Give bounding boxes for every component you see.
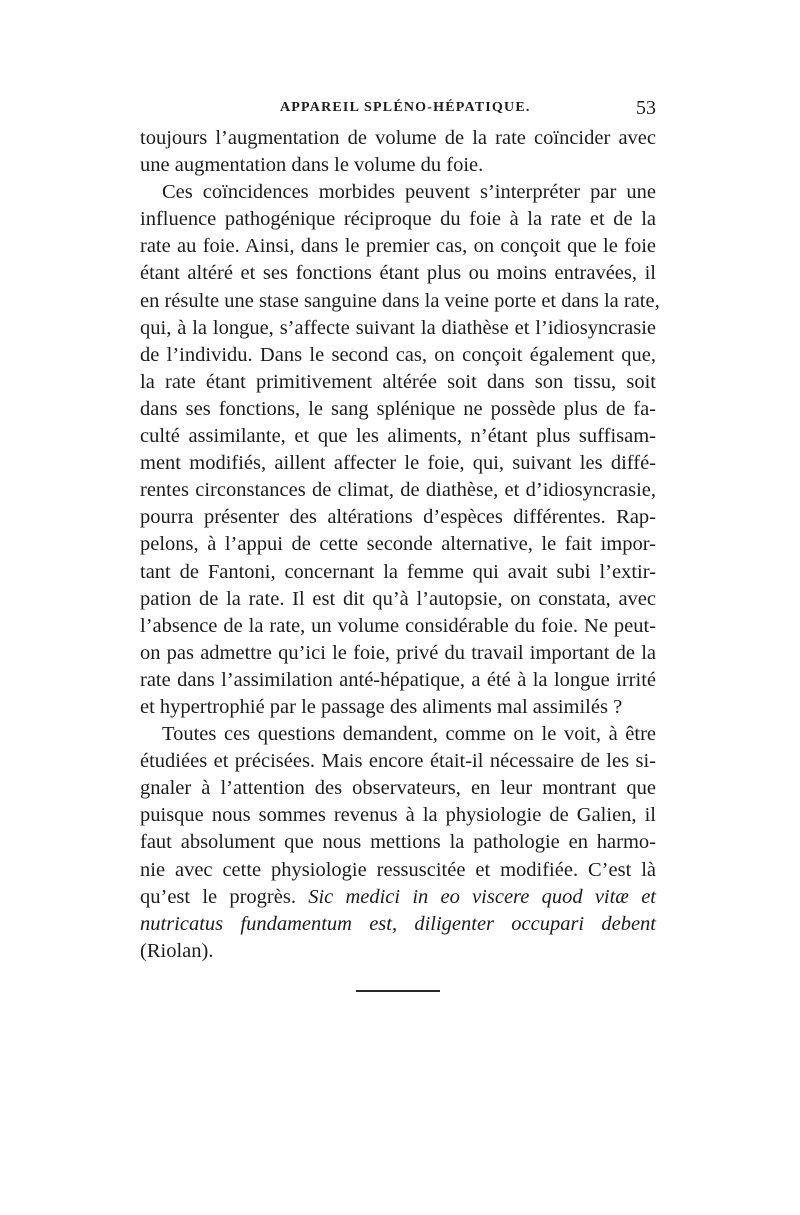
text-line: rate dans l’assimilation anté-hépatique, a été à la longue irrité (140, 668, 656, 691)
text-segment: qu’est le progrès. (140, 885, 296, 908)
text-line: la rate étant primitivement altérée soit dans son tissu, soit (140, 370, 656, 393)
text-line: toujours l’augmentation de volume de la rate coïncider avec (140, 127, 656, 149)
section-end-rule (356, 990, 440, 992)
text-line: l’absence de la rate, un volume considérable du foie. Ne peut- (140, 614, 656, 637)
text-line: rentes circonstances de climat, de diathèse, et d’idiosyncrasie, (140, 479, 656, 502)
text-line: de l’individu. Dans le second cas, on conçoit également que, (140, 343, 656, 366)
citation-line: (Riolan). (140, 939, 214, 962)
text-line: et hypertrophié par le passage des aliments mal assimilés ? (140, 695, 623, 718)
text-line: culté assimilante, et que les aliments, n’étant plus suffisam- (140, 425, 656, 448)
text-line: étudiées et précisées. Mais encore était-il nécessaire de les si- (140, 750, 656, 773)
text-line: gnaler à l’attention des observateurs, en leur montrant que (140, 777, 656, 800)
text-line: on pas admettre qu’ici le foie, privé du travail important de la (140, 641, 656, 664)
text-line: pation de la rate. Il est dit qu’à l’autopsie, on constata, avec (140, 587, 656, 610)
latin-quote-segment: Sic medici in eo viscere quod vitæ et (308, 885, 656, 908)
text-line: qui, à la longue, s’affecte suivant la diathèse et l’idiosyncrasie (140, 316, 656, 339)
text-line: une augmentation dans le volume du foie. (140, 154, 484, 177)
text-line: rate au foie. Ainsi, dans le premier cas, on conçoit que le foie (140, 235, 656, 258)
body-text (140, 125, 660, 965)
text-line: influence pathogénique réciproque du foie à la rate et de la (140, 208, 656, 231)
text-line: nie avec cette physiologie ressuscitée et modifiée. C’est là (140, 858, 656, 881)
mixed-line (140, 884, 656, 911)
text-line: pourra présenter des altérations d’espèces différentes. Rap- (140, 506, 656, 529)
text-line: tant de Fantoni, concernant la femme qui avait subi l’extir- (140, 560, 656, 583)
text-line: ment modifiés, aillent affecter le foie, qui, suivant les diffé- (140, 452, 656, 475)
paragraph-start-line: Ces coïncidences morbides peuvent s’interpréter par une (162, 181, 656, 204)
page-number: 53 (636, 97, 656, 119)
paragraph-start-line: Toutes ces questions demandent, comme on le voit, à être (162, 723, 656, 746)
text-line: puisque nous sommes revenus à la physiologie de Galien, il (140, 804, 656, 827)
text-line: pelons, à l’appui de cette seconde alternative, le fait impor- (140, 533, 656, 556)
latin-quote-line: nutricatus fundamentum est, diligenter occupari debent (140, 912, 656, 935)
text-line: faut absolument que nous mettions la pathologie en harmo- (140, 831, 656, 854)
text-line: en résulte une stase sanguine dans la veine porte et dans la rate, (140, 289, 660, 312)
running-title: APPAREIL SPLÉNO-HÉPATIQUE. (280, 100, 531, 115)
text-line: dans ses fonctions, le sang splénique ne possède plus de fa- (140, 397, 656, 420)
text-line: étant altéré et ses fonctions étant plus ou moins entravées, il (140, 262, 656, 285)
running-head (140, 97, 656, 124)
